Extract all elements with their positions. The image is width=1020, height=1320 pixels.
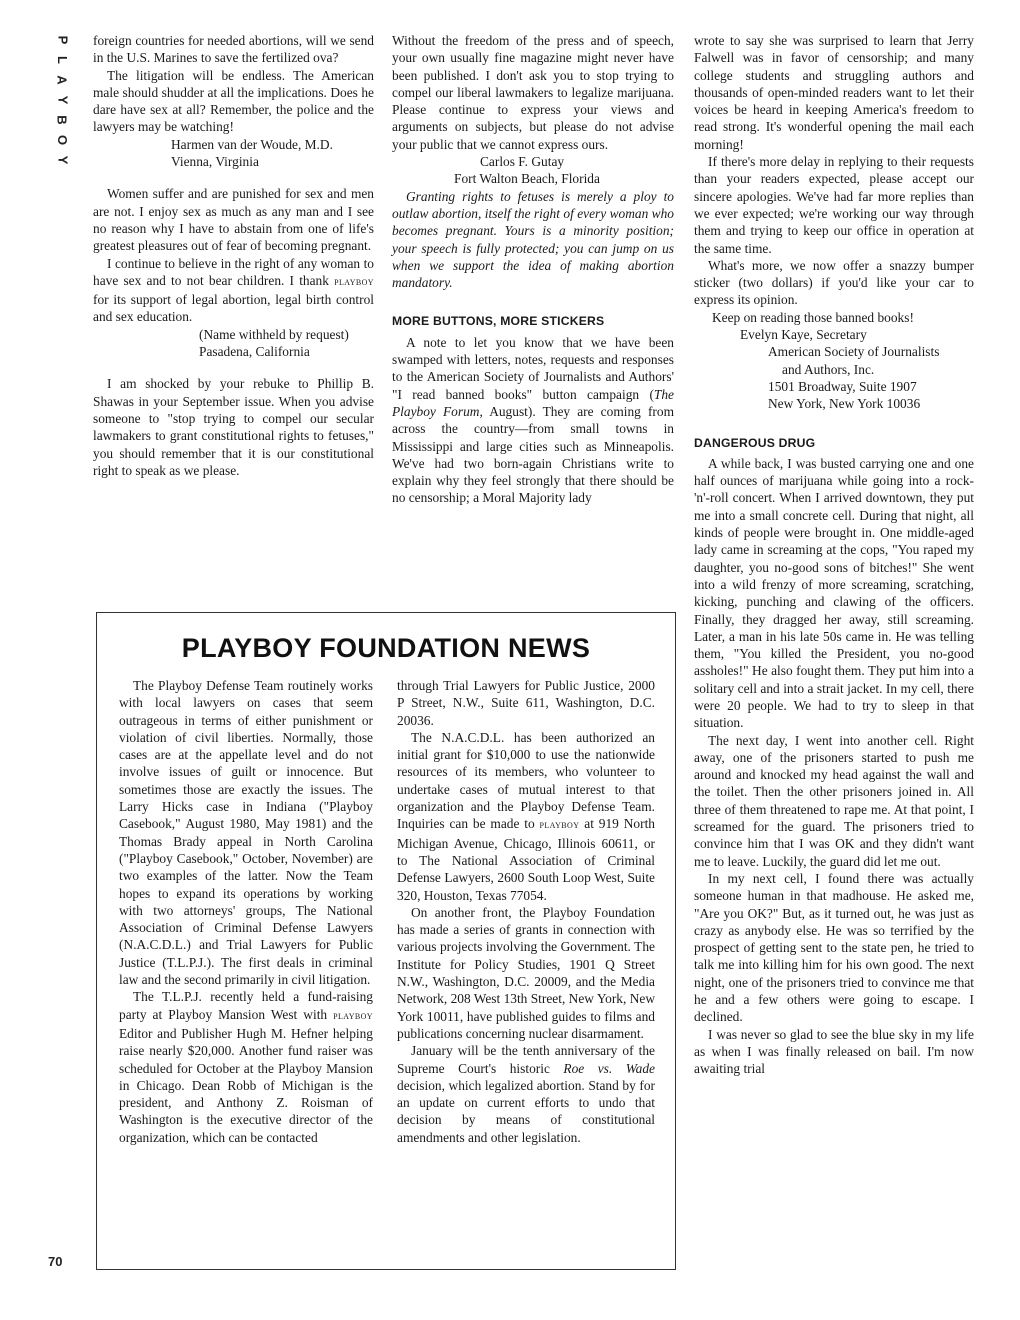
italic-title: Roe vs. Wade — [563, 1060, 655, 1076]
text-run: The N.A.C.D.L. has been authorized an initial grant for $10,000 to use the nationwide resources of its members, who volunteer to undertake cases of mutual interest to that organization and the Playboy Defense Team. Inquiries can be made to — [397, 729, 655, 832]
column-2 — [392, 32, 674, 507]
text-run: at 919 North Michigan Avenue, Chicago, Illinois 60611, or to The National Association of Criminal Defense Lawyers, 2600 South Loop West, Suite 320, Houston, Texas 77054. — [397, 816, 655, 903]
text-run: for its support of legal abortion, legal birth control and sex education. — [93, 292, 374, 325]
box-title: PLAYBOY FOUNDATION NEWS — [181, 633, 591, 663]
section-heading: MORE BUTTONS, MORE STICKERS — [392, 314, 605, 329]
letter-paragraph: Keep on reading those banned books! — [712, 309, 914, 325]
letter-paragraph: The litigation will be endless. The American male should shudder at all the implications. Does he dare have sex at all? Remember, the police and the lawyers may be watching! — [93, 67, 374, 135]
text-run: I continue to believe in the right of any woman to have sex and to not bear children. I thank — [93, 255, 374, 288]
letter-signature-name: Harmen van der Woude, M.D. — [171, 136, 333, 152]
magazine-name: playboy — [334, 275, 374, 288]
spine-letter: A — [54, 75, 70, 85]
spine-letter: P — [54, 35, 70, 45]
letter-signature-line: and Authors, Inc. — [782, 361, 875, 377]
spine-letter: Y — [54, 155, 70, 165]
spine-letter: Y — [54, 95, 70, 105]
letter-paragraph: In my next cell, I found there was actually someone human in that madhouse. He asked me, "Are you OK?" But, as it turned out, he was just as crazy as anybody else. He was so terrified by the prospect of getting sent to the state pen, he tried to talk me into killing him for his own good. The next night, one of the prisoners tried to convince me that he and a few others were going to escape. I declined. — [694, 870, 974, 1025]
editor-response: Granting rights to fetuses is merely a ploy to outlaw abortion, itself the right of every woman who becomes pregnant. Yours is a minority position; your speech is fully protected; you can jump on us when we support the idea of making abortion mandatory. — [392, 188, 674, 291]
letter-paragraph: What's more, we now offer a snazzy bumper sticker (two dollars) if you'd like your car to express its opinion. — [694, 257, 974, 308]
letter-paragraph: I am shocked by your rebuke to Phillip B. Shawas in your September issue. When you advise someone to "stop trying to compel our secular lawmakers to grant constitutional rights to fetuses," you should remember that it is our constitutional right to speak as we please. — [93, 376, 374, 478]
letter-signature-name: (Name withheld by request) — [199, 326, 349, 342]
page-number: 70 — [48, 1254, 63, 1269]
news-paragraph: On another front, the Playboy Foundation has made a series of grants in connection with various projects involving the Government. The Institute for Policy Studies, 1901 Q Street N.W., Washington, D.C. 20009, and the Media Network, 208 West 13th Street, New York, New York 10011, have published guides to films and publications concerning nuclear disarmament. — [397, 904, 655, 1041]
magazine-spine-label — [52, 30, 72, 170]
letter-signature-place: Fort Walton Beach, Florida — [454, 171, 600, 187]
letter-paragraph: foreign countries for needed abortions, will we send in the U.S. Marines to save the fertilized ova? — [93, 33, 374, 66]
column-3 — [694, 32, 974, 1078]
spine-letter: B — [54, 115, 70, 125]
column-1 — [93, 32, 374, 479]
letter-paragraph: I was never so glad to see the blue sky in my life as when I was finally released on bail. I'm now awaiting trial — [694, 1026, 974, 1077]
text-run: January will be the tenth anniversary of the Supreme Court's historic — [397, 1043, 655, 1076]
news-paragraph — [119, 988, 373, 1146]
letter-signature-line: Evelyn Kaye, Secretary — [740, 327, 867, 343]
news-paragraph — [397, 729, 655, 904]
letter-paragraph: wrote to say she was surprised to learn that Jerry Falwell was in favor of censorship; and many college students and struggling authors and thousands of open-minded readers want to let their voices be heard in keeping America's freedom to read strong. It's wonderful opening the mail each morning! — [694, 33, 974, 152]
text-run: , August). They are coming from across the country—from small towns in Mississippi and large cities such as Minneapolis. We've had two born-again Christians write to explain why they feel strongly that there should be no censorship; a Moral Majority lady — [392, 403, 674, 506]
italic-title: The Playboy Forum — [392, 386, 674, 419]
letter-signature-name: Carlos F. Gutay — [480, 154, 565, 170]
spine-letter: O — [55, 134, 70, 146]
news-paragraph — [397, 1042, 655, 1146]
letter-signature-place: Vienna, Virginia — [171, 154, 259, 170]
text-run: The T.L.P.J. recently held a fund-raising party at Playboy Mansion West with — [119, 989, 373, 1022]
section-heading: DANGEROUS DRUG — [694, 435, 816, 450]
letter-signature-place: Pasadena, California — [199, 344, 310, 360]
letter-paragraph: Without the freedom of the press and of speech, your own usually fine magazine might never have been published. I don't ask you to stop trying to compel our liberal lawmakers to legalize marijuana. Please continue to express your views and arguments on subjects, but please do not advise your public that we cannot express ours. — [392, 33, 674, 152]
news-paragraph: through Trial Lawyers for Public Justice, 2000 P Street, N.W., Suite 611, Washington, D.C. 20036. — [397, 678, 655, 728]
letter-paragraph — [392, 334, 674, 507]
letter-signature-line: 1501 Broadway, Suite 1907 — [768, 378, 917, 394]
letter-paragraph: The next day, I went into another cell. Right away, one of the prisoners started to push me around and knocked my head against the wall and the toilet. Then the other prisoners joined in. All three of them threatened to rape me. At that point, I screamed for the guard. The prisoners tried to convince him that I was OK and they didn't want me to leave. Luckily, the guard did let me out. — [694, 732, 974, 869]
magazine-name: playboy — [333, 1009, 373, 1022]
text-run: A note to let you know that we have been swamped with letters, notes, requests and responses to the American Society of Journalists and Authors' "I read banned books" button campaign ( — [392, 334, 674, 402]
letter-paragraph: A while back, I was busted carrying one and one half ounces of marijuana while going into a rock-'n'-roll concert. When I arrived downtown, they put me into a small concrete cell. During that night, all kinds of people were brought in. One middle-aged lady came in screaming at the cops, "You raped my daughter, you no-good sons of bitches!" She went into a wild frenzy of more screaming, scratching, kicking, punching and clawing of the officers. Finally, they dragged her away, still screaming. Later, a man in his late 50s came in. He was telling them, "You killed the President, you no-good assholes!" He also fought them. They put him into a solitary cell and into a strait jacket. In my cell, there were 20 people. We had to try to sleep in that situation. — [694, 455, 974, 731]
foundation-news-box — [96, 612, 676, 1270]
box-column-right — [397, 677, 655, 1146]
news-paragraph: The Playboy Defense Team routinely works with local lawyers on cases that seem outrageous in terms of either punishment or violation of civil liberties. Normally, those cases are at the appellate level and do not involve issues of guilt or innocence. But sometimes those are exactly the issues. The Larry Hicks case in Indiana ("Playboy Casebook," August 1980, May 1981) and the Thomas Brady appeal in North Carolina ("Playboy Casebook," October, November) are two examples of the latter. Now the Team hopes to expand its operations by working with two attorneys' groups, The National Association of Criminal Defense Lawyers (N.A.C.D.L.) and Trial Lawyers for Public Justice (T.L.P.J.). The first deals in criminal law and the second primarily in civil litigation. — [119, 678, 373, 988]
letter-signature-line: New York, New York 10036 — [768, 396, 921, 412]
magazine-name: playboy — [539, 819, 580, 832]
spine-letter: L — [54, 56, 70, 64]
letter-paragraph: Women suffer and are punished for sex and men are not. I enjoy sex as much as any man and I see no reason why I have to abstain from one of life's greatest pleasures out of fear of becoming pregnant. — [93, 186, 374, 254]
text-run: Editor and Publisher Hugh M. Hefner helping raise nearly $20,000. Another fund raiser was scheduled for October at the Playboy Mansion in Chicago. Dean Robb of Michigan is the president, and Anthony Z. Roisman of Washington is the executive director of the organization, which can be contacted — [119, 1025, 373, 1145]
text-run: decision, which legalized abortion. Stand by for an update on current efforts to undo that decision by means of constitutional amendments and other legislation. — [397, 1077, 655, 1145]
letter-signature-line: American Society of Journalists — [768, 344, 940, 360]
letter-paragraph — [93, 255, 374, 326]
box-column-left — [119, 677, 373, 1146]
letter-paragraph: If there's more delay in replying to their requests than your readers expected, please accept our sincere apologies. We've had far more replies than we ever expected; we're working our way through them and trying to keep our office in operation at the same time. — [694, 154, 974, 256]
